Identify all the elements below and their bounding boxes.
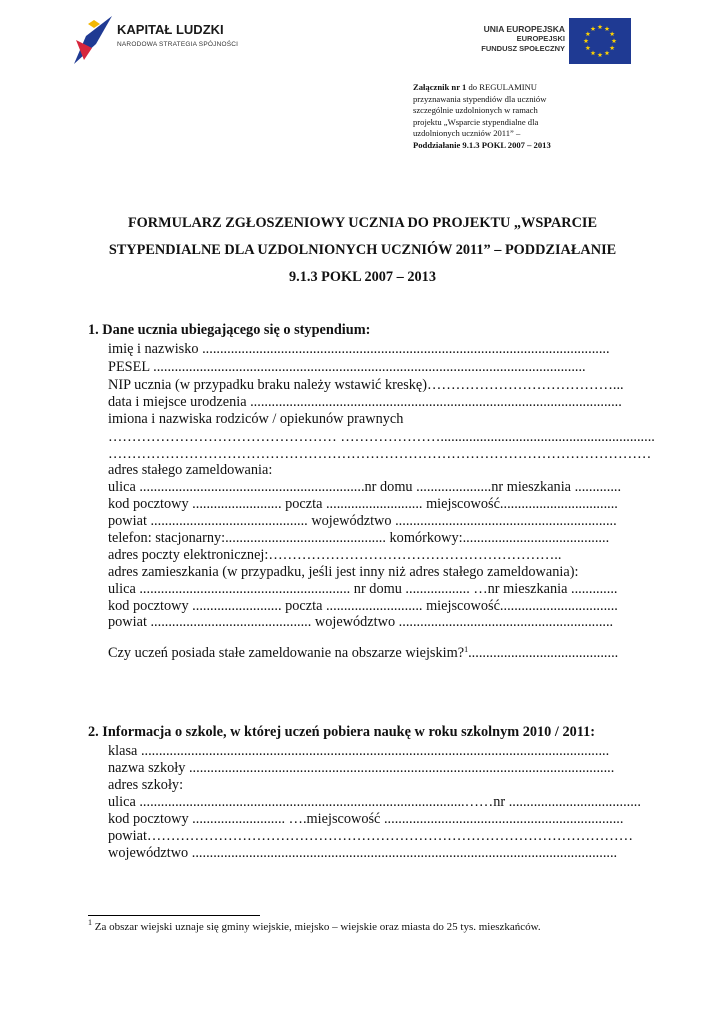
- annex-line-2: przyznawania stypendiów dla uczniów: [413, 93, 547, 104]
- label-registered-address: adres stałego zameldowania:: [108, 462, 273, 478]
- field-reg-postal[interactable]: kod pocztowy ......................... poczta ........................... miejscowość.................................: [108, 496, 618, 512]
- field-class[interactable]: klasa ...................................................................................................................................: [108, 743, 610, 759]
- kapital-ludzki-emblem-icon: [72, 14, 114, 66]
- kapital-ludzki-subtitle: NARODOWA STRATEGIA SPÓJNOŚCI: [117, 41, 239, 48]
- field-parents-names-2[interactable]: ……………………………………………………………………………………………………: [108, 446, 652, 462]
- footnote-ref: 1: [464, 645, 469, 654]
- title-line-2: STYPENDIALNE DLA UZDOLNIONYCH UCZNIÓW 2011” – PODDZIAŁANIE: [108, 242, 617, 258]
- label-school-address: adres szkoły:: [108, 777, 184, 793]
- annex-line-5: uzdolnionych uczniów 2011” –: [413, 128, 521, 138]
- field-school-street[interactable]: ulica ...........................................................................................……nr .....................................: [108, 794, 641, 810]
- label-residence-address: adres zamieszkania (w przypadku, jeśli jest inny niż adres stałego zameldowania):: [108, 564, 579, 580]
- rural-question-text: Czy uczeń posiada stałe zameldowanie na obszarze wiejskim?: [108, 645, 465, 661]
- kapital-ludzki-logo: [72, 14, 239, 66]
- annex-line-4: projektu „Wsparcie stypendialne dla: [413, 116, 539, 127]
- annex-line-3: szczególnie uzdolnionych w ramach: [413, 105, 538, 115]
- eu-line-1: UNIA EUROPEJSKA: [483, 24, 565, 34]
- field-rural-residence[interactable]: [108, 645, 618, 662]
- rural-answer-dots[interactable]: ..........................................: [468, 645, 619, 661]
- field-full-name[interactable]: imię i nazwisko ..................................................................................................................: [108, 341, 610, 357]
- eu-line-3: FUNDUSZ SPOŁECZNY: [481, 44, 565, 53]
- field-school-voivodeship[interactable]: województwo .......................................................................................................................: [108, 845, 618, 861]
- eu-line-2: EUROPEJSKI: [516, 34, 565, 43]
- field-parents-names-1[interactable]: ………………………………………… …………………............................................................: [108, 429, 655, 445]
- field-res-street[interactable]: ulica ........................................................... nr domu .................. …nr mieszkania .............: [108, 581, 618, 597]
- field-res-postal[interactable]: kod pocztowy ......................... poczta ........................... miejscowość.................................: [108, 598, 618, 614]
- field-school-name[interactable]: nazwa szkoły .......................................................................................................................: [108, 760, 615, 776]
- field-phone[interactable]: telefon: stacjonarny:............................................. komórkowy:.........................................: [108, 530, 610, 546]
- title-line-3: 9.1.3 POKL 2007 – 2013: [289, 269, 436, 285]
- section-2-heading: 2. Informacja o szkole, w której uczeń pobiera naukę w roku szkolnym 2010 / 2011:: [88, 724, 596, 740]
- field-birth-date-place[interactable]: data i miejsce urodzenia ........................................................................................................: [108, 394, 622, 410]
- eu-logo: [463, 18, 631, 64]
- annex-lead-bold: Załącznik nr 1: [413, 82, 467, 92]
- field-email[interactable]: adres poczty elektronicznej:……………………………………………………..: [108, 547, 562, 563]
- field-nip[interactable]: NIP ucznia (w przypadku braku należy wstawić kreskę)…………………………………...: [108, 377, 624, 393]
- annex-note: [413, 82, 583, 151]
- field-pesel[interactable]: PESEL .........................................................................................................................: [108, 359, 586, 375]
- field-reg-district[interactable]: powiat ............................................ województwo ..............................................................: [108, 513, 617, 529]
- annex-line-1: [413, 82, 583, 94]
- annex-line-6: Poddziałanie 9.1.3 POKL 2007 – 2013: [413, 139, 551, 150]
- eu-flag-icon: [569, 18, 631, 64]
- footnote-separator: [88, 915, 260, 916]
- field-school-postal[interactable]: kod pocztowy .......................... ….miejscowość ...................................................................: [108, 811, 624, 827]
- field-school-district[interactable]: powiat…………………………………………………………………………………………: [108, 828, 634, 844]
- label-parents-names: imiona i nazwiska rodziców / opiekunów prawnych: [108, 411, 404, 427]
- footnote-text: Za obszar wiejski uznaje się gminy wiejskie, miejsko – wiejskie oraz miasta do 25 tys. mieszkańców.: [92, 921, 541, 933]
- field-res-district[interactable]: powiat ............................................. województwo ............................................................: [108, 614, 614, 630]
- footnote-number: 1: [88, 918, 92, 927]
- document-title: [80, 210, 645, 291]
- eu-logo-text: [463, 24, 565, 54]
- kapital-ludzki-title: KAPITAŁ LUDZKI: [117, 22, 224, 37]
- field-reg-street[interactable]: ulica ...............................................................nr domu .....................nr mieszkania .............: [108, 479, 622, 495]
- annex-lead-rest: do REGULAMINU: [466, 82, 537, 92]
- section-1-heading: 1. Dane ucznia ubiegającego się o stypendium:: [88, 322, 371, 338]
- title-line-1: FORMULARZ ZGŁOSZENIOWY UCZNIA DO PROJEKTU „WSPARCIE: [127, 215, 598, 231]
- footnote: [88, 918, 541, 933]
